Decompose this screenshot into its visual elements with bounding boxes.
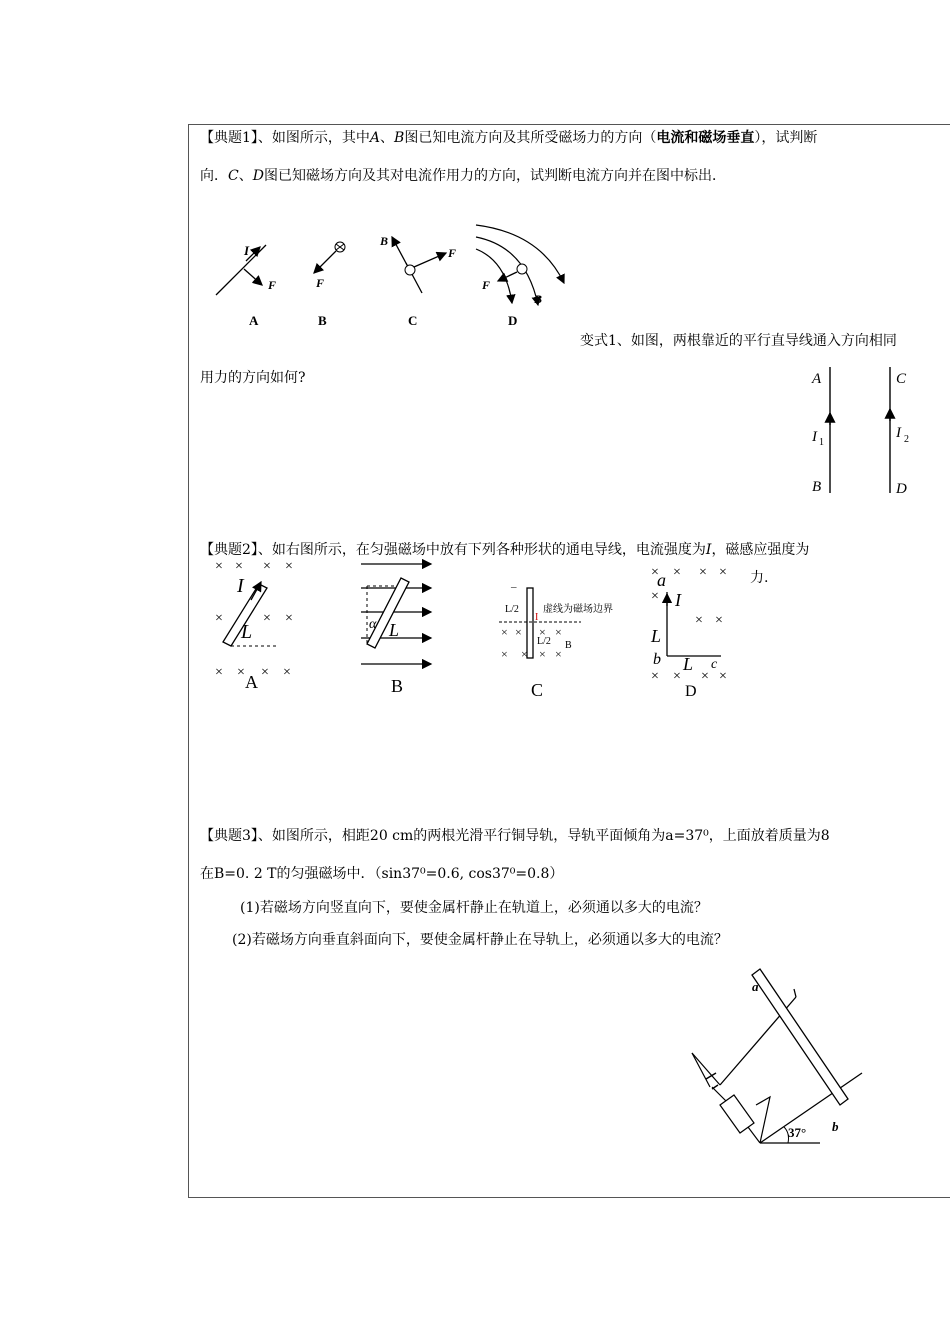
svg-text:I: I [237, 575, 244, 597]
svg-text:×: × [263, 559, 271, 574]
svg-text:×: × [539, 625, 546, 639]
svg-text:×: × [263, 611, 271, 626]
svg-text:×: × [283, 665, 291, 680]
svg-text:1: 1 [819, 437, 824, 448]
svg-text:×: × [261, 665, 269, 680]
svg-text:×: × [215, 665, 223, 680]
svg-text:A: A [812, 371, 822, 387]
figure-1b [314, 242, 345, 328]
svg-text:I: I [535, 612, 539, 623]
svg-text:×: × [651, 669, 659, 684]
svg-text:I: I [675, 590, 681, 610]
svg-text:A: A [249, 313, 259, 328]
svg-text:37°: 37° [788, 1125, 807, 1140]
svg-text:b: b [832, 1119, 839, 1134]
svg-text:×: × [715, 613, 723, 628]
svg-text:×: × [699, 565, 707, 580]
problem2-tail: 力. [750, 570, 769, 586]
svg-text:×: × [701, 669, 709, 684]
svg-text:L: L [651, 626, 662, 646]
svg-text:I: I [896, 425, 901, 441]
svg-text:×: × [521, 647, 528, 661]
problem3-line1: 【典题3】、如图所示，相距20 cm的两根光滑平行铜导轨，导轨平面倾角为a=37⁰，上面放着质量为8 [200, 828, 830, 844]
svg-text:×: × [651, 565, 659, 580]
svg-text:B: B [380, 234, 389, 248]
svg-text:B: B [812, 479, 822, 495]
svg-text:×: × [719, 669, 727, 684]
svg-text:×: × [285, 611, 293, 626]
svg-text:B: B [565, 640, 572, 651]
svg-text:×: × [501, 625, 508, 639]
svg-text:A: A [245, 672, 258, 692]
svg-text:L: L [389, 620, 400, 640]
svg-text:F: F [482, 278, 491, 292]
svg-text:L/2: L/2 [505, 604, 519, 615]
svg-text:虚线为磁场边界: 虚线为磁场边界 [543, 604, 613, 615]
svg-text:I: I [812, 429, 817, 445]
svg-text:C: C [896, 371, 907, 387]
problem1-figures [200, 215, 580, 345]
svg-text:×: × [719, 565, 727, 580]
problem2-line: 【典题2】、如右图所示，在匀强磁场中放有下列各种形状的通电导线，电流强度为I，磁感应强度为 [200, 542, 810, 558]
problem3-figure [690, 965, 880, 1175]
svg-text:×: × [215, 611, 223, 626]
figure-2b [361, 564, 431, 696]
svg-text:F: F [448, 246, 457, 260]
problem2-figures [205, 552, 745, 702]
svg-text:b: b [653, 651, 661, 668]
svg-text:×: × [215, 559, 223, 574]
svg-text:D: D [508, 313, 518, 328]
svg-text:×: × [237, 665, 245, 680]
figure-2a [215, 559, 293, 692]
svg-text:×: × [673, 669, 681, 684]
svg-text:a: a [657, 570, 666, 590]
problem3-line2: 在B=0. 2 T的匀强磁场中．（sin37⁰=0.6, cos37⁰=0.8） [200, 866, 564, 882]
figure-2d [650, 565, 727, 700]
highlight-text: 电流和磁场垂直 [656, 130, 755, 146]
svg-text:B: B [391, 676, 404, 696]
svg-text:×: × [539, 647, 546, 661]
svg-text:×: × [501, 647, 508, 661]
svg-text:×: × [695, 613, 703, 628]
svg-text:L/2: L/2 [537, 636, 551, 647]
svg-text:a: a [752, 979, 759, 994]
svg-text:C: C [408, 313, 418, 328]
svg-text:D: D [896, 481, 907, 497]
svg-text:L: L [683, 654, 694, 674]
svg-text:c: c [711, 657, 718, 672]
svg-text:×: × [651, 589, 659, 604]
problem1-line2: 向．C、D图已知磁场方向及其对电流作用力的方向，试判断电流方向并在图中标出． [200, 168, 726, 184]
svg-text:×: × [555, 647, 562, 661]
figure-1a [216, 243, 276, 328]
svg-text:C: C [531, 680, 544, 700]
problem1-line1: 【典题1】、如图所示，其中A、B图已知电流方向及其所受磁场力的方向（电流和磁场垂直），试判断 [200, 130, 818, 146]
svg-text:D: D [685, 683, 697, 700]
svg-text:×: × [285, 559, 293, 574]
svg-text:B: B [534, 292, 543, 306]
variant1-line1: 变式1、如图，两根靠近的平行直导线通入方向相同 [580, 333, 897, 349]
problem3-question1: (1)若磁场方向竖直向下，要使金属杆静止在轨道上，必须通以多大的电流？ [240, 900, 708, 916]
svg-text:×: × [235, 559, 243, 574]
figure-2c [499, 581, 613, 700]
svg-text:L: L [241, 621, 253, 643]
svg-text:α: α [369, 617, 377, 632]
svg-text:×: × [515, 625, 522, 639]
problem3-question2: (2)若磁场方向垂直斜面向下，要使金属杆静止在导轨上，必须通以多大的电流？ [232, 932, 728, 948]
svg-text:×: × [555, 625, 562, 639]
svg-text:B: B [318, 313, 327, 328]
svg-text:2: 2 [904, 434, 909, 445]
svg-text:I: I [244, 243, 250, 258]
variant1-figure [808, 365, 928, 500]
svg-text:×: × [673, 565, 681, 580]
variant1-line2: 用力的方向如何? [200, 370, 306, 386]
svg-text:–: – [511, 581, 517, 593]
figure-1c [379, 234, 456, 328]
svg-text:F: F [268, 278, 277, 292]
figure-1d [476, 225, 564, 328]
svg-text:F: F [316, 276, 325, 290]
